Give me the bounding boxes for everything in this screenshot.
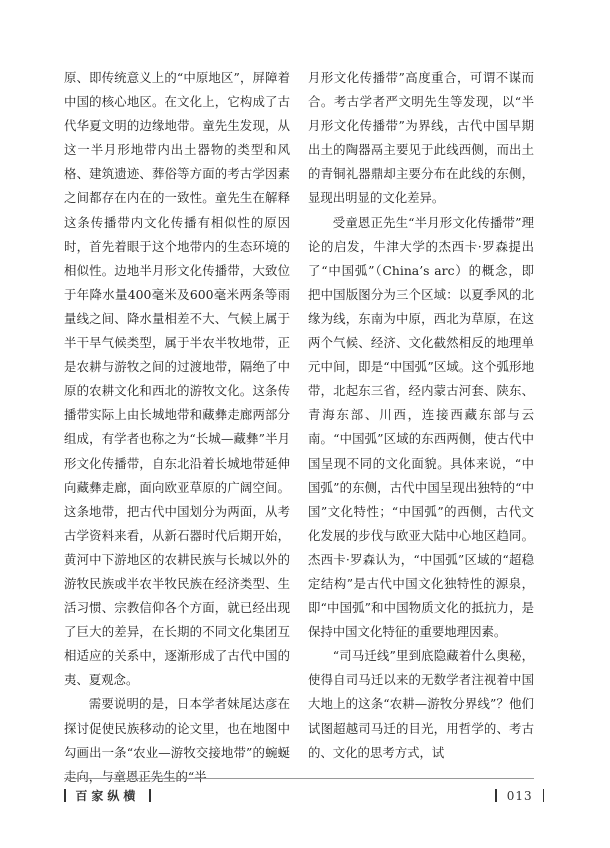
section-name: 百家纵横 [75,789,140,803]
body-paragraph: 需要说明的是，日本学者妹尾达彦在探讨促使民族移动的论文里，也在地图中勾画出一条“农业—游牧交接地带”的蜿蜒走向，与童恩正先生的“半 [64,696,290,784]
body-paragraph: “司马迁线”里到底隐藏着什么奥秘，使得自司马迁以来的无数学者注视着中国大地上的这条“农耕—游牧分界线”？他们试图超越司马迁的目光，用哲学的、考古的、文化的思考方式，试 [308,648,534,760]
right-text-column [308,66,534,765]
body-paragraph: 月形文化传播带”高度重合，可谓不谋而合。考古学者严文明先生等发现，以“半月形文化传播带”为界线，古代中国早期出土的陶器鬲主要见于此线西侧，而出土的青铜礼器鼎却主要分布在此线的东侧，显现出明显的文化差异。 [308,70,534,206]
body-paragraph: 原、即传统意义上的“中原地区”，屏障着中国的核心地区。在文化上，它构成了古代华夏文明的边缘地带。童先生发现，从这一半月形地带内出土器物的类型和风格、建筑遗迹、葬俗等方面的考古学因素之间都存在内在的一致性。童先生在解释这条传播带内文化传播有相似性的原因时，首先着眼于这个地带内的生态环境的相似性。边地半月形文化传播带，大致位于年降水量400毫米及600毫米两条等雨量线之间、降水量相差不大、气候上属于半干旱气候类型，属于半农半牧地带，正是农耕与游牧之间的过渡地带，隔绝了中原的农耕文化和西北的游牧文化。这条传播带实际上由长城地带和藏彝走廊两部分组成，有学者也称之为“长城—藏彝”半月形文化传播带，自东北沿着长城地带延伸向藏彝走廊，面向欧亚草原的广阔空间。这条地带，把古代中国划分为两面，从考古学资料来看，从新石器时代后期开始，黄河中下游地区的农耕民族与长城以外的游牧民族或半农半牧民族在经济类型、生活习惯、宗教信仰各个方面，就已经出现了巨大的差异，在长期的不同文化集团互相适应的关系中，逐渐形成了古代中国的夷、夏观念。 [64,70,290,688]
page-number: 013 [506,789,533,803]
running-footer-section [64,784,151,808]
footer-divider [64,778,534,779]
running-footer-folio [495,784,544,808]
footer-bar-right [149,789,151,802]
footer-bar-left [64,789,66,802]
footer-bar-left [495,789,497,802]
body-paragraph: 受童恩正先生“半月形文化传播带”理论的启发，牛津大学的杰西卡·罗森提出了“中国弧”（China’s arc）的概念，即把中国版图分为三个区域：以夏季风的北缘为线，东南为中原，西北为草原，在这两个气候、经济、文化截然相反的地理单元中间，即是“中国弧”区域。这个弧形地带，北起东三省，经内蒙古河套、陕东、青海东部、川西，连接西藏东部与云南。“中国弧”区域的东西两侧，使古代中国呈现不同的文化面貌。具体来说，“中国弧”的东侧，古代中国呈现出独特的“中国”文化特性；“中国弧”的西侧，古代文化发展的步伐与欧亚大陆中心地区趋同。杰西卡·罗森认为，“中国弧”区域的“超稳定结构”是古代中国文化独特性的源泉，即“中国弧”和中国物质文化的抵抗力，是保持中国文化特征的重要地理因素。 [308,214,534,640]
footer-bar-right [543,789,545,802]
left-text-column [64,66,290,789]
